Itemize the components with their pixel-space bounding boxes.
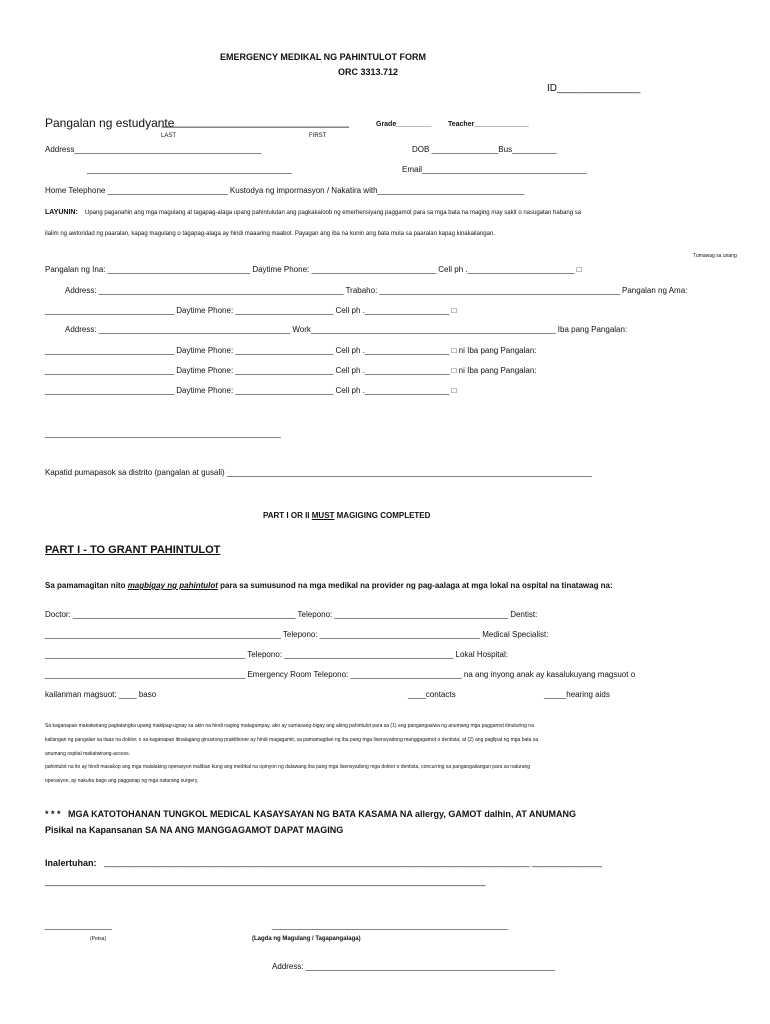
siblings-field[interactable]: Kapatid pumapasok sa distrito (pangalan at gusali) __________________________________________________________________________________ (45, 468, 592, 477)
hearing-aids-field[interactable]: _____hearing aids (544, 690, 610, 699)
consent-text-5: operasyon, ay nakuha bago ang pagganap ng mga naturang surgery. (45, 778, 199, 784)
mother-address-field[interactable]: Address: _______________________________________________________ Trabaho: ______________________________________________________ Pangalan ng Ama: (65, 286, 688, 295)
call-first-note: Tumawag sa unang (693, 253, 737, 259)
consent-text-4: pahintulot na ito ay hindi masakop ang mga malalaking operasyon maliban kung ang medikal na opinyon ng dalawang iba pang mga lisensyadong mga doktor o dentista, concurring sa pangangailangan para sa naturang (45, 764, 531, 770)
dentist-field[interactable]: _____________________________________________________ Telepono: ____________________________________ Medical Specialist: (45, 630, 549, 639)
home-telephone-field[interactable]: Home Telephone ___________________________ Kustodya ng impormasyon / Nakatira with_________________________________ (45, 186, 525, 195)
id-field[interactable]: ID_______________ (547, 83, 641, 94)
student-name-label: Pangalan ng estudyante (45, 116, 175, 130)
last-name-caption: LAST (161, 133, 177, 139)
purpose-text-1: Upang paganahin ang mga magulang at tagapag-alaga upang pahintulutan ang pagkakaloob ng emerhensiyang paggamot para sa mga bata na maging may sakit o nasugatan habang sa (85, 210, 582, 216)
consent-text-3: anumang ospital makatwirang-access. (45, 751, 131, 757)
other-contact-1[interactable]: _____________________________ Daytime Phone: ______________________ Cell ph .___________________ □ ni Iba pang Pangalan: (45, 346, 537, 355)
medical-facts-heading-1: * * * MGA KATOTOHANAN TUNGKOL MEDICAL KASAYSAYAN NG BATA KASAMA NA allergy, GAMOT dalhin, AT ANUMANG (45, 809, 577, 819)
dob-bus-field[interactable]: DOB _______________Bus__________ (412, 145, 557, 154)
address-line-2[interactable]: ______________________________________________ (87, 165, 292, 174)
other-contact-3[interactable]: _____________________________ Daytime Phone: ______________________ Cell ph .___________________ □ (45, 386, 457, 395)
hospital-field[interactable]: _____________________________________________ Emergency Room Telepono: _________________________ na ang inyong anak ay kasalukuyang magsuot o (45, 670, 636, 679)
date-caption: (Petsa) (90, 936, 107, 942)
father-phone-field[interactable]: _____________________________ Daytime Phone: ______________________ Cell ph .___________________ □ (45, 306, 457, 315)
signature-caption: (Lagda ng Magulang / Tagapangalaga) (252, 936, 361, 942)
alert-field-1[interactable]: _____________________________________________________________________________________ ______________ (104, 857, 603, 867)
must-emphasis: MUST (311, 511, 335, 520)
first-name-caption: FIRST (309, 133, 327, 139)
grade-field[interactable]: Grade_________ (376, 121, 432, 128)
part1-intro: Sa pamamagitan nito magbigay ng pahintulot para sa sumusunod na mga medikal na provider ng pag-aalaga at mga lokal na ospital na tinatawag na: (45, 581, 613, 590)
blank-line[interactable]: _____________________________________________________ (45, 429, 281, 438)
signature-line[interactable]: _____________________________________________________ (272, 921, 508, 930)
address-field[interactable]: Address__________________________________________ (45, 145, 262, 154)
form-code: ORC 3313.712 (338, 67, 399, 77)
alert-field-2[interactable]: ________________________________________________________________________________________ (45, 876, 486, 886)
email-field[interactable]: Email_____________________________________ (402, 165, 587, 174)
purpose-text-2: ilalim ng awtoridad ng paaralan, kapag magulang o tagapag-alaga ay hindi maaaring maabot. Payagan ang iba na kunin ang bata mula sa paaralan kapag kinakailangan. (45, 231, 495, 237)
doctor-field[interactable]: Doctor: __________________________________________________ Telepono: _______________________________________ Dentist: (45, 610, 538, 619)
teacher-field[interactable]: Teacher______________ (448, 121, 529, 128)
student-name-field[interactable]: ____________________________ (162, 114, 349, 128)
mother-name-field[interactable]: Pangalan ng Ina: ________________________________ Daytime Phone: ____________________________ Cell ph .________________________ □ (45, 265, 582, 274)
grant-consent-emphasis: magbigay ng pahintulot (127, 581, 218, 590)
medical-facts-heading-2: Pisikal na Kapansanan SA NA ANG MANGGAGAMOT DAPAT MAGING (45, 825, 344, 835)
wear-glasses-field[interactable]: kailanman magsuot: ____ baso (45, 690, 157, 699)
consent-text-1: Sa kaganapan makatwirang pagtatangka upang makipag-ugnay sa akin na hindi naging matagumpay, ako ay sumasang-bigay ang aking pahintulot para sa (1) ang pangangasiwa ng anumang mga paggamot itinuturing na (45, 723, 534, 729)
form-title: EMERGENCY MEDIKAL NG PAHINTULOT FORM (220, 52, 427, 62)
alert-label: Inalertuhan: (45, 858, 100, 868)
other-contact-2[interactable]: _____________________________ Daytime Phone: ______________________ Cell ph .___________________ □ ni Iba pang Pangalan: (45, 366, 537, 375)
signature-address-field[interactable]: Address: ________________________________________________________ (272, 962, 555, 971)
contacts-lens-field[interactable]: ____contacts (408, 690, 456, 699)
consent-text-2: kailangan ng pangalan sa itaas na doktor, o sa kaganapan itinalagang ginustong praktitioner ay hindi magagamit, sa pamamagitan ng iba pang mga lisensyadong manggagamot o dentista; at (2) ang paglipat ng mga bata sa (45, 737, 539, 743)
father-address-field[interactable]: Address: ___________________________________________ Work_______________________________________________________ Iba pang Pangalan: (65, 325, 628, 334)
purpose-label: LAYUNIN: (45, 209, 78, 216)
part-required-notice: PART I OR II MUST MAGIGING COMPLETED (263, 511, 431, 520)
date-line[interactable]: _______________ (45, 921, 112, 930)
part1-heading: PART I - TO GRANT PAHINTULOT (45, 544, 221, 556)
specialist-field[interactable]: _____________________________________________ Telepono: ______________________________________ Lokal Hospital: (45, 650, 508, 659)
